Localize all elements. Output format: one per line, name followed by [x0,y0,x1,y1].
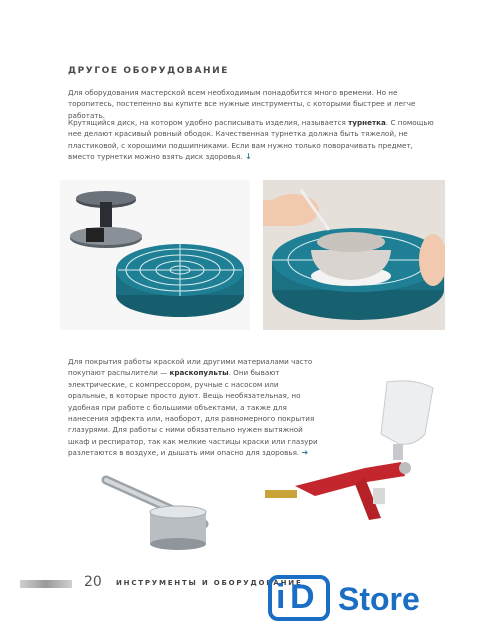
turntable-text-end: . С помощью нее делают красивый ровный ободок. Качественная турнетка должна быть тяжелой, не пластиковой, с хорошими подшипниками. Если вам нужно только поворачивать предмет, вместо турнетки можно взять диск здоровья. [68,118,434,162]
footer-decorative-bar [20,580,72,588]
bowl-painting-photo [263,180,445,330]
airbrush-text-end: . Они бывают электрические, с компрессором, ручные с насосом или оральные, в которые просто дуют. Вещь необязательная, но удобная при работе с большими объектами, а также для нанесения эффекта или, наоборот, для равномерного покрытия глазурями. Для работы с ними обязательно нужен вытяжной шкаф и респиратор, так как мелкие частицы краски или глазури разлетаются в воздухе, и дышать ими опасно для здоровья. [68,368,318,458]
turntable-paragraph [68,117,440,163]
idstore-logo [268,575,458,623]
airbrush-text-start: Для покрытия работы краской или другими материалами часто покупают распылители — [68,357,313,378]
oral-sprayer-photo [100,470,220,554]
intro-paragraph: Для оборудования мастерской всем необходимым понадобится много времени. Но не торопитесь, постепенно вы купите все нужные инструменты, с которыми быстрее и легче работать. [68,88,416,120]
turntable-text-start: Крутящийся диск, на котором удобно расписывать изделия, называется [68,118,349,127]
logo-store-text: Store [338,581,420,617]
turntable-photo [60,180,250,330]
footer-chapter-title: ИНСТРУМЕНТЫ И ОБОРУДОВАНИЕ [116,579,303,587]
airbrush-term: краскопульты [169,368,229,378]
section-heading: ДРУГОЕ ОБОРУДОВАНИЕ [68,66,230,76]
arrow-down-icon: ↓ [245,152,252,162]
logo-letter-i: i [276,578,286,616]
spray-gun-photo [255,372,445,522]
logo-letter-d: D [290,578,315,616]
turntable-term: турнетка [348,118,386,127]
page-number: 20 [84,574,102,590]
arrow-right-icon: ➜ [301,448,309,458]
